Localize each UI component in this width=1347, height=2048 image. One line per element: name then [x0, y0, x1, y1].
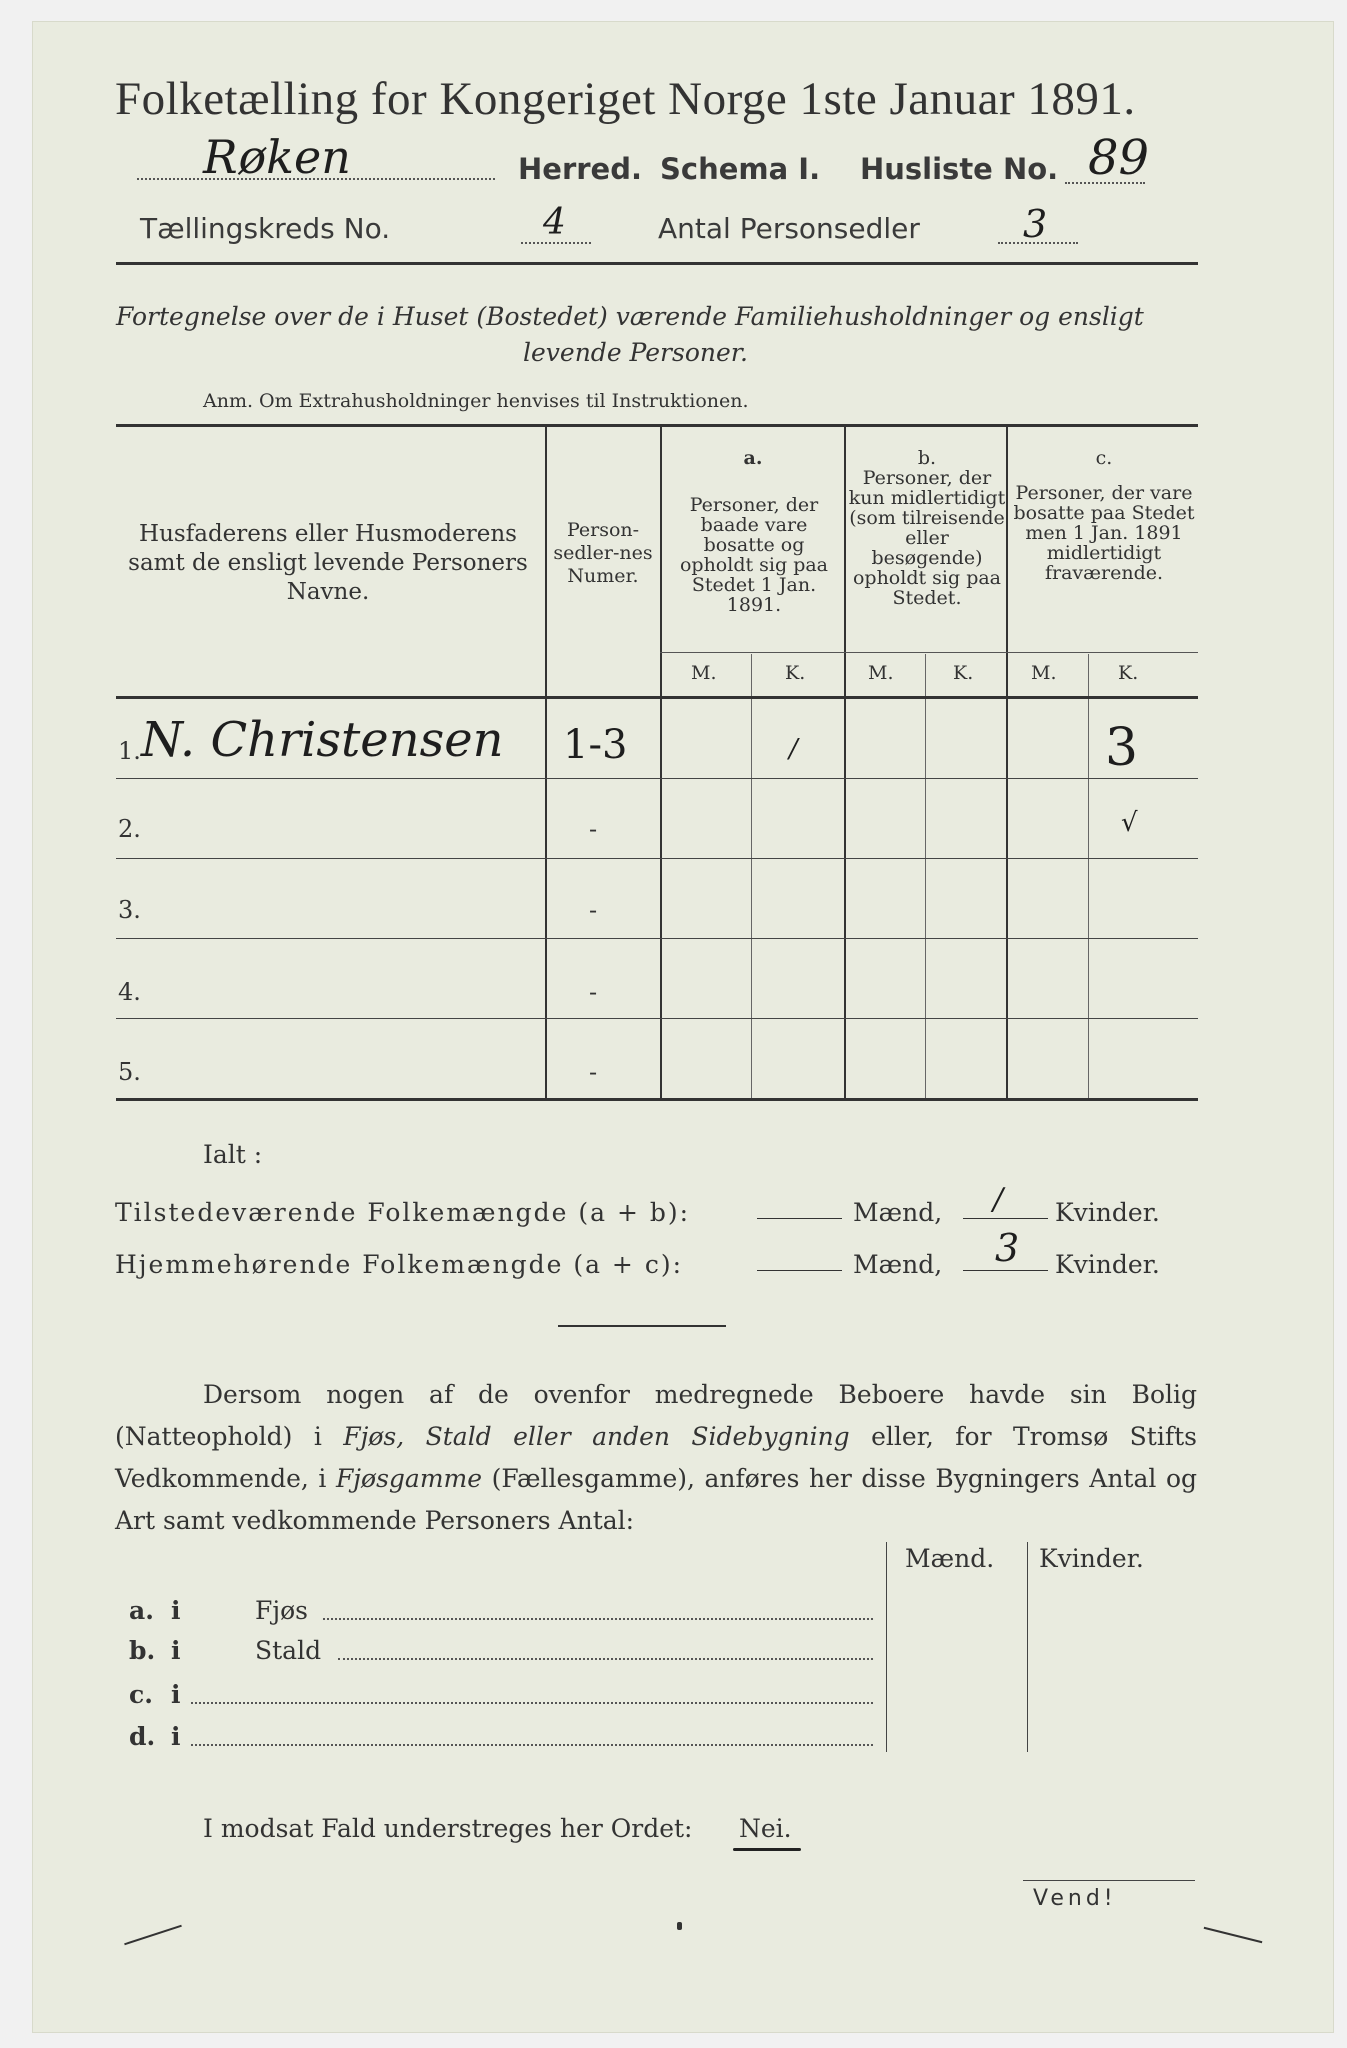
- herred-value: Røken: [203, 130, 351, 184]
- col-divider-b-mk: [925, 654, 926, 1098]
- building-row-a-i: i: [171, 1596, 181, 1625]
- building-row-b-i: i: [171, 1636, 181, 1665]
- nei-underline: [733, 1848, 801, 1851]
- row-2-numer: -: [589, 815, 598, 843]
- paragraph-part-5: (Fællesgamme), anføres her disse Bygningers Antal og Art samt vedkommende Personers Antal:: [115, 1464, 1197, 1535]
- building-row-a-label: Fjøs: [255, 1596, 308, 1625]
- row-4-numer: -: [589, 978, 598, 1006]
- tilstede-maend-label: Mænd,: [853, 1198, 943, 1227]
- col-divider-numer: [545, 426, 547, 1098]
- hjemme-kvinder-value: 3: [995, 1226, 1020, 1270]
- col-header-c: Personer, der vare bosatte paa Stedet men 1 Jan. 1891 midlertidigt fraværende.: [1013, 482, 1195, 584]
- tilstede-label: Tilstedeværende Folkemængde (a + b):: [115, 1198, 691, 1227]
- tilstede-maend-line: [757, 1218, 842, 1219]
- a-m-label: M.: [691, 662, 717, 684]
- building-row-b-label: Stald: [255, 1636, 322, 1665]
- anm-note: Anm. Om Extrahusholdninger henvises til Instruktionen.: [203, 390, 749, 412]
- building-row-a-dots: [323, 1618, 873, 1620]
- building-row-a-letter: a.: [129, 1596, 154, 1625]
- buildings-divider-2: [1027, 1542, 1028, 1752]
- paragraph-part-3: eller, for Tromsø Stifts Vedkommende, i: [115, 1422, 1197, 1493]
- row-1-name: N. Christensen: [141, 712, 504, 768]
- row-4-number: 4.: [118, 978, 141, 1006]
- col-divider-a: [660, 426, 662, 1098]
- margin-mark-center: [677, 1922, 682, 1930]
- table-top-rule: [116, 424, 1198, 427]
- col-divider-a-mk: [751, 654, 752, 1098]
- col-header-a: Personer, der baade vare bosatte og opholdt sig paa Stedet 1 Jan. 1891.: [679, 494, 829, 616]
- row-4-rule: [116, 1018, 1198, 1019]
- row-2-c-k: √: [1121, 808, 1138, 838]
- row-1-number: 1.: [118, 737, 141, 765]
- header-rule: [116, 262, 1198, 265]
- taellingskreds-value: 4: [543, 202, 566, 243]
- row-1-rule: [116, 778, 1198, 779]
- section-divider: [558, 1325, 726, 1327]
- row-2-number: 2.: [118, 815, 141, 843]
- buildings-paragraph: [115, 1374, 1197, 1542]
- building-row-c-dots: [191, 1702, 873, 1704]
- hjemme-kvinder-label: Kvinder.: [1055, 1250, 1160, 1279]
- schema-label: Schema I.: [660, 152, 821, 186]
- col-header-b-letter: b.: [917, 447, 937, 469]
- row-1-c-k: 3: [1105, 718, 1139, 778]
- building-row-d-letter: d.: [129, 1722, 156, 1751]
- vend-label: Vend!: [1033, 1886, 1117, 1911]
- taellingskreds-label: Tællingskreds No.: [140, 212, 391, 245]
- herred-label: Herred.: [518, 152, 642, 186]
- row-1-numer: 1-3: [563, 722, 628, 768]
- mk-top-rule: [660, 652, 1198, 653]
- vend-rule: [1023, 1880, 1195, 1881]
- col-divider-c-mk: [1088, 654, 1089, 1098]
- buildings-divider-1: [886, 1542, 887, 1752]
- margin-mark-right: [1204, 1927, 1263, 1943]
- building-row-c-letter: c.: [129, 1680, 153, 1709]
- ialt-label: Ialt :: [203, 1140, 263, 1169]
- hjemme-kvinder-line: [963, 1270, 1048, 1271]
- hjemme-label: Hjemmehørende Folkemængde (a + c):: [115, 1250, 683, 1279]
- col-header-name: Husfaderens eller Husmoderens samt de ensligt levende Personers Navne.: [128, 521, 528, 605]
- row-3-rule: [116, 938, 1198, 939]
- husliste-label: Husliste No.: [860, 152, 1059, 186]
- col-header-c-letter: c.: [1095, 447, 1113, 469]
- row-3-number: 3.: [118, 896, 141, 924]
- b-m-label: M.: [868, 662, 894, 684]
- nei-word: Nei.: [739, 1814, 792, 1843]
- antal-label: Antal Personsedler: [658, 212, 920, 245]
- buildings-maend-header: Mænd.: [905, 1544, 995, 1573]
- husliste-value: 89: [1088, 130, 1150, 186]
- antal-value: 3: [1023, 202, 1048, 246]
- col-header-numer: Person-sedler-nes Numer.: [553, 519, 653, 587]
- table-bottom-rule: [116, 1098, 1198, 1101]
- census-form-sheet: [33, 22, 1333, 2032]
- margin-mark-left: [124, 1925, 182, 1945]
- row-5-numer: -: [589, 1058, 598, 1086]
- hjemme-maend-label: Mænd,: [853, 1250, 943, 1279]
- b-k-label: K.: [953, 662, 974, 684]
- col-header-b: Personer, der kun midlertidigt (som tilreisende eller besøgende) opholdt sig paa Stedet.: [848, 467, 1006, 609]
- col-divider-c: [1006, 426, 1008, 1098]
- table-header-rule: [116, 696, 1198, 699]
- row-5-number: 5.: [118, 1058, 141, 1086]
- row-3-numer: -: [589, 896, 598, 924]
- paragraph-part-1: Dersom nogen af de ovenfor medregnede Beboere havde sin Bolig (Natteophold) i: [115, 1380, 1197, 1451]
- hjemme-maend-line: [757, 1270, 842, 1271]
- a-k-label: K.: [785, 662, 806, 684]
- buildings-kvinder-header: Kvinder.: [1039, 1544, 1144, 1573]
- intro-line-2: levende Personer.: [523, 338, 748, 367]
- tilstede-kvinder-value: /: [993, 1182, 1004, 1217]
- building-row-c-i: i: [171, 1680, 181, 1709]
- tilstede-kvinder-label: Kvinder.: [1055, 1198, 1160, 1227]
- col-header-a-letter: a.: [743, 447, 763, 469]
- building-row-b-dots: [338, 1658, 873, 1660]
- row-1-a-k: /: [789, 734, 798, 764]
- c-m-label: M.: [1031, 662, 1057, 684]
- intro-line-1: Fortegnelse over de i Huset (Bostedet) værende Familiehusholdninger og ensligt: [116, 302, 1144, 331]
- modsat-label: I modsat Fald understreges her Ordet:: [203, 1814, 693, 1843]
- paragraph-part-2: Fjøs, Stald eller anden Sidebygning: [343, 1422, 850, 1451]
- paragraph-part-4: Fjøsgamme: [335, 1464, 483, 1493]
- building-row-d-dots: [191, 1744, 873, 1746]
- c-k-label: K.: [1118, 662, 1139, 684]
- col-divider-b: [844, 426, 846, 1098]
- building-row-b-letter: b.: [129, 1636, 156, 1665]
- row-2-rule: [116, 858, 1198, 859]
- building-row-d-i: i: [171, 1722, 181, 1751]
- form-title: Folketælling for Kongeriget Norge 1ste Januar 1891.: [115, 73, 1136, 125]
- tilstede-kvinder-line: [963, 1218, 1048, 1219]
